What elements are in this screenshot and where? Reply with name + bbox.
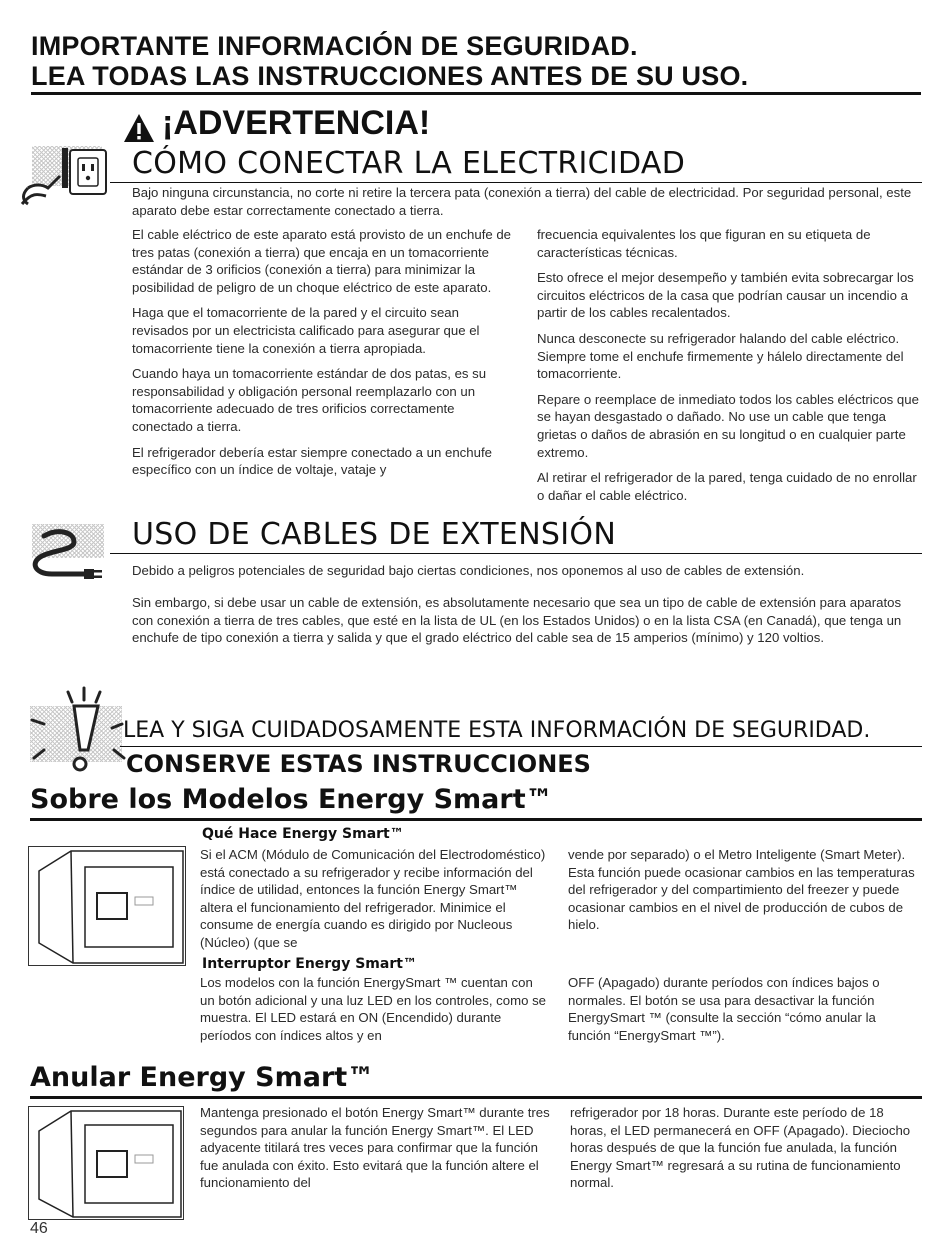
- electricity-rule: [110, 182, 922, 183]
- exclamation-burst-icon: [28, 684, 134, 780]
- header-rule: [31, 92, 921, 95]
- override-rule: [30, 1096, 922, 1099]
- paragraph: Nunca desconecte su refrigerador halando del cable eléctrico. Siempre tome el enchufe firmemente y hálelo directamente del tomacorriente.: [537, 330, 904, 382]
- control-panel-illustration: [28, 846, 186, 966]
- safety-read-line: LEA Y SIGA CUIDADOSAMENTE ESTA INFORMACIÓN DE SEGURIDAD.: [123, 718, 871, 743]
- paragraph: Haga que el tomacorriente de la pared y el circuito sean revisados por un electricista calificado para asegurar que el tomacorriente tiene la conexión a tierra apropiada.: [132, 305, 480, 356]
- extension-cord-icon: [18, 520, 114, 590]
- what-energy-smart-heading: Qué Hace Energy Smart™: [202, 826, 404, 842]
- control-panel-illustration: [28, 1106, 184, 1220]
- outlet-plug-icon: [18, 140, 110, 226]
- energy-switch-left: Los modelos con la función EnergySmart ™ cuentan con un botón adicional y una luz LED en los controles, como se muestra. El LED estará en ON (Encendido) durante períodos con índices altos y en: [200, 975, 547, 1043]
- what-energy-smart-right: vende por separado) o el Metro Inteligente (Smart Meter). Esta función puede ocasionar cambios en las temperaturas del refrigerador y del compartimiento del freezer y puede ocasionar cambios en el nivel de producción de cubos de hielo.: [568, 847, 915, 933]
- paragraph: Al retirar el refrigerador de la pared, tenga cuidado de no enrollar o dañar el cable eléctrico.: [537, 470, 917, 503]
- override-left: Mantenga presionado el botón Energy Smart™ durante tres segundos para anular la función Energy Smart™. El LED adyacente titilará tres veces para confirmar que la función fue anulada con éxito. Esto evitará que la función altere el funcionamiento del: [200, 1105, 550, 1191]
- paragraph: El cable eléctrico de este aparato está provisto de un enchufe de tres patas (conexión a tierra) que encaja en un tomacorriente estándar de 3 orificios (conexión a tierra) para minimizar la posibilidad de peligro de un choque eléctrico de este aparato.: [132, 227, 512, 295]
- energy-switch-heading: Interruptor Energy Smart™: [202, 956, 417, 972]
- paragraph: frecuencia equivalentes los que figuran en su etiqueta de características técnicas.: [537, 227, 871, 260]
- safety-rule: [120, 746, 922, 747]
- paragraph: El refrigerador debería estar siempre conectado a un enchufe específico con un índice de voltaje, vataje y: [132, 444, 492, 478]
- page-heading-line1: IMPORTANTE INFORMACIÓN DE SEGURIDAD.: [31, 31, 638, 61]
- what-energy-smart-left: Si el ACM (Módulo de Comunicación del Electrodoméstico) está conectado a su refrigerador y recibe información del índice de utilidad, entonces la función Energy Smart™ altera el funcionamiento del refrigerador. Minimice el consume de energía cuando es dirigido por Nucleous (Núcleo) (que se: [200, 847, 546, 950]
- electricity-right-column: [537, 226, 919, 512]
- paragraph: Cuando haya un tomacorriente estándar de dos patas, es su responsabilidad y obligación personal reemplazarlo con un tomacorriente adecuado de tres orificios correctamente conectado a tierra.: [132, 366, 487, 434]
- paragraph: Esto ofrece el mejor desempeño y también evita sobrecargar los circuitos eléctricos de la casa que podrían causar un incendio a partir de los cables recalentados.: [537, 270, 914, 321]
- extension-paragraph-1: Debido a peligros potenciales de seguridad bajo ciertas condiciones, nos oponemos al uso de cables de extensión.: [132, 563, 805, 578]
- override-right: refrigerador por 18 horas. Durante este período de 18 horas, el LED permanecerá en OFF (Apagado). Dieciocho horas después de que la función fue anulada, la función Energy Smart™ regresará a su rutina de funcionamiento normal.: [570, 1105, 911, 1191]
- extension-title: USO DE CABLES DE EXTENSIÓN: [132, 517, 617, 552]
- warning-triangle-icon: [122, 112, 158, 146]
- page-number: 46: [30, 1220, 48, 1237]
- safety-keep-line: CONSERVE ESTAS INSTRUCCIONES: [126, 750, 591, 778]
- page-heading-line2: LEA TODAS LAS INSTRUCCIONES ANTES DE SU USO.: [31, 61, 749, 91]
- warning-title: ¡ADVERTENCIA!: [162, 104, 431, 142]
- energy-switch-right: OFF (Apagado) durante períodos con índices bajos o normales. El botón se usa para desactivar la función EnergySmart ™ (consulte la sección “cómo anular la función “EnergySmart ™”).: [568, 975, 880, 1043]
- electricity-left-column: [132, 226, 518, 487]
- override-title: Anular Energy Smart™: [30, 1062, 375, 1093]
- energy-models-title: Sobre los Modelos Energy Smart™: [30, 784, 553, 815]
- electricity-intro: Bajo ninguna circunstancia, no corte ni retire la tercera pata (conexión a tierra) del cable de electricidad. Por seguridad personal, este aparato debe estar correctamente conectado a tierra.: [132, 185, 912, 218]
- electricity-title: CÓMO CONECTAR LA ELECTRICIDAD: [132, 146, 686, 181]
- energy-models-rule: [30, 818, 922, 821]
- extension-rule: [110, 553, 922, 554]
- extension-paragraph-2: Sin embargo, si debe usar un cable de extensión, es absolutamente necesario que sea un tipo de cable de extensión para aparatos con conexión a tierra de tres cables, que esté en la lista de UL (en los Estados Unidos) o en la lista CSA (en Canadá), que tenga un enchufe de tipo conexión a tierra y salida y que el grado eléctrico del cable sea de 15 amperios (mínimo) y 120 voltios.: [132, 595, 902, 646]
- paragraph: Repare o reemplace de inmediato todos los cables eléctricos que se hayan desgastado o dañado. No use un cable que tenga grietas o daños de abrasión en su longitud o en cualquier parte extremo.: [537, 391, 919, 460]
